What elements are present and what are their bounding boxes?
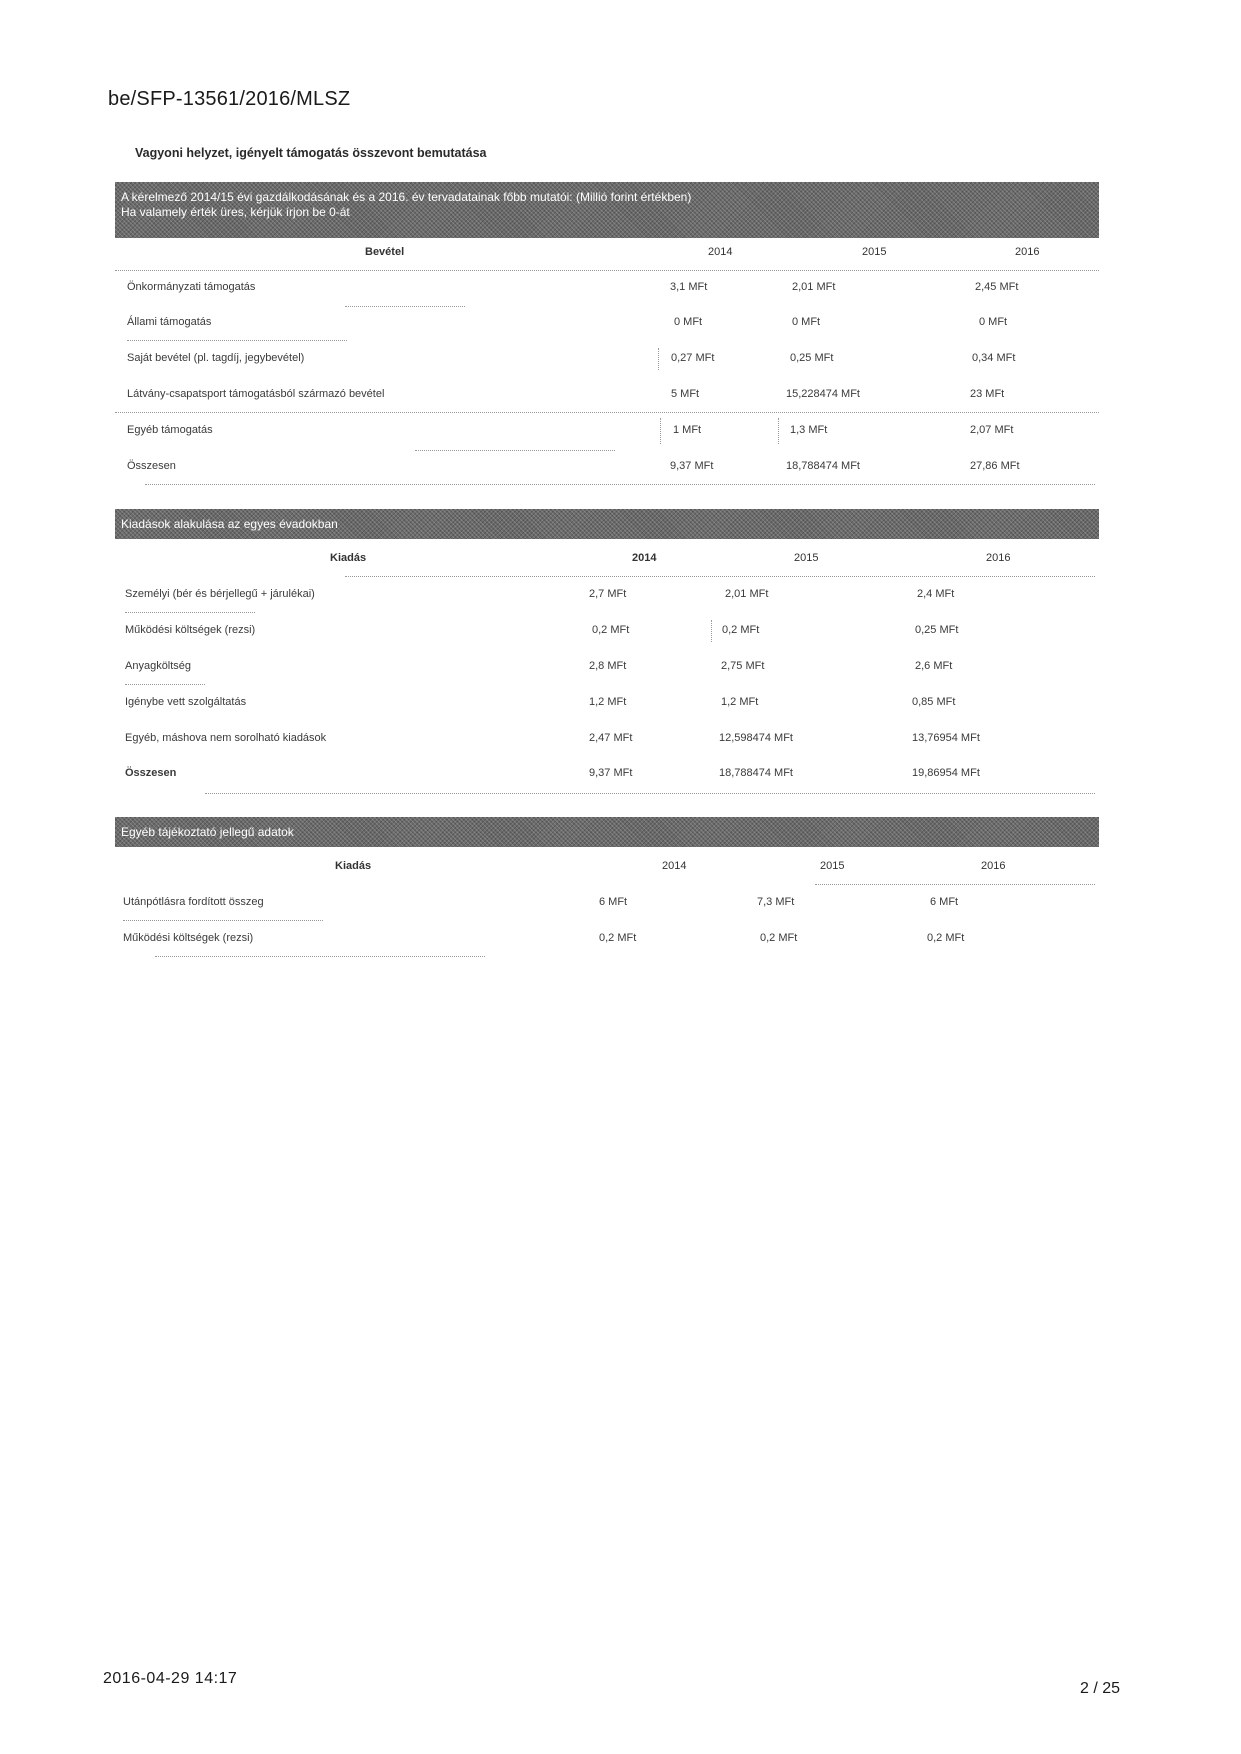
page-subtitle: Vagyoni helyzet, igényelt támogatás összevont bemutatása: [135, 146, 487, 160]
value-2015: 7,3 MFt: [757, 896, 795, 908]
value-2016: 2,45 MFt: [975, 281, 1019, 293]
column-separator: [658, 348, 659, 370]
value-2014: 5 MFt: [671, 388, 700, 400]
info-header-label: Kiadás: [335, 860, 372, 872]
table-row: [115, 281, 1099, 301]
value-2015: 12,598474 MFt: [719, 732, 793, 744]
column-separator: [711, 620, 712, 642]
table-row: [115, 767, 1099, 787]
divider: [155, 956, 485, 957]
table-row: [115, 588, 1099, 608]
value-2015: 0,2 MFt: [722, 624, 760, 636]
value-2016: 0,25 MFt: [915, 624, 959, 636]
table-row: [115, 932, 1099, 952]
expense-table-header: [115, 552, 1099, 572]
expense-header-2014: 2014: [632, 552, 657, 564]
value-2015: 2,75 MFt: [721, 660, 765, 672]
table-row: [115, 732, 1099, 752]
income-header-2015: 2015: [862, 246, 887, 258]
value-2014: 2,47 MFt: [589, 732, 633, 744]
section3-banner-title: Egyéb tájékoztató jellegű adatok: [121, 825, 294, 839]
section2-banner-title: Kiadások alakulása az egyes évadokban: [121, 517, 338, 531]
row-label: Látvány-csapatsport támogatásból származó bevétel: [127, 388, 385, 400]
value-2016: 0,2 MFt: [927, 932, 965, 944]
table-row: [115, 424, 1099, 444]
row-label: Önkormányzati támogatás: [127, 281, 256, 293]
value-2016: 6 MFt: [930, 896, 959, 908]
value-2014: 0,2 MFt: [592, 624, 630, 636]
column-separator: [660, 418, 661, 444]
divider: [415, 450, 615, 451]
info-header-2014: 2014: [662, 860, 687, 872]
table-row: [115, 896, 1099, 916]
value-2014: 0 MFt: [674, 316, 703, 328]
value-2014: 0,2 MFt: [599, 932, 637, 944]
table-row: [115, 660, 1099, 680]
value-2014: 2,8 MFt: [589, 660, 627, 672]
value-2014: 2,7 MFt: [589, 588, 627, 600]
divider: [115, 270, 1099, 271]
table-row: [115, 624, 1099, 644]
value-2015: 15,228474 MFt: [786, 388, 860, 400]
value-2014: 9,37 MFt: [670, 460, 714, 472]
value-2016: 2,4 MFt: [917, 588, 955, 600]
value-2016: 19,86954 MFt: [912, 767, 980, 779]
value-2014: 1 MFt: [673, 424, 702, 436]
value-2014: 1,2 MFt: [589, 696, 627, 708]
income-header-label: Bevétel: [365, 246, 405, 258]
value-2016: 27,86 MFt: [970, 460, 1020, 472]
value-2016: 0,34 MFt: [972, 352, 1016, 364]
row-label: Egyéb, máshova nem sorolható kiadások: [125, 732, 327, 744]
section1-banner: [115, 182, 1099, 238]
row-label: Összesen: [127, 460, 176, 472]
value-2015: 1,3 MFt: [790, 424, 828, 436]
document-id: be/SFP-13561/2016/MLSZ: [108, 88, 351, 110]
income-table-header: [115, 246, 1099, 266]
row-label: Személyi (bér és bérjellegű + járulékai): [125, 588, 315, 600]
divider: [345, 576, 1095, 577]
value-2015: 0,2 MFt: [760, 932, 798, 944]
row-label: Összesen: [125, 767, 177, 779]
value-2015: 18,788474 MFt: [786, 460, 860, 472]
value-2016: 2,6 MFt: [915, 660, 953, 672]
info-header-2015: 2015: [820, 860, 845, 872]
value-2015: 18,788474 MFt: [719, 767, 793, 779]
table-row: [115, 352, 1099, 372]
value-2016: 13,76954 MFt: [912, 732, 980, 744]
value-2015: 1,2 MFt: [721, 696, 759, 708]
table-row: [115, 460, 1099, 480]
expense-header-2015: 2015: [794, 552, 819, 564]
section3-banner: [115, 817, 1099, 847]
row-label: Igénybe vett szolgáltatás: [125, 696, 247, 708]
value-2016: 0 MFt: [979, 316, 1008, 328]
row-label: Anyagköltség: [125, 660, 192, 672]
page-number: 2 / 25: [1080, 1680, 1121, 1697]
section1-banner-note: Ha valamely érték üres, kérjük írjon be 0-át: [121, 205, 350, 219]
income-header-2016: 2016: [1015, 246, 1040, 258]
info-header-2016: 2016: [981, 860, 1006, 872]
row-label: Működési költségek (rezsi): [125, 624, 256, 636]
divider: [115, 412, 1099, 413]
divider: [123, 920, 323, 921]
table-row: [115, 388, 1099, 408]
value-2015: 0,25 MFt: [790, 352, 834, 364]
row-label: Állami támogatás: [127, 316, 212, 328]
divider: [145, 484, 1095, 485]
divider: [345, 306, 465, 307]
table-row: [115, 316, 1099, 336]
value-2014: 0,27 MFt: [671, 352, 715, 364]
value-2014: 3,1 MFt: [670, 281, 708, 293]
expense-header-2016: 2016: [986, 552, 1011, 564]
value-2016: 2,07 MFt: [970, 424, 1014, 436]
section2-banner: [115, 509, 1099, 539]
income-header-2014: 2014: [708, 246, 733, 258]
expense-header-label: Kiadás: [330, 552, 367, 564]
row-label: Egyéb támogatás: [127, 424, 213, 436]
column-separator: [778, 418, 779, 444]
value-2014: 9,37 MFt: [589, 767, 633, 779]
value-2016: 0,85 MFt: [912, 696, 956, 708]
value-2014: 6 MFt: [599, 896, 628, 908]
value-2015: 2,01 MFt: [725, 588, 769, 600]
section1-banner-title: A kérelmező 2014/15 évi gazdálkodásának és a 2016. év tervadatainak főbb mutatói: (Millió forint értékben): [121, 190, 692, 204]
print-timestamp: 2016-04-29 14:17: [103, 1670, 238, 1687]
row-label: Működési költségek (rezsi): [123, 932, 254, 944]
divider: [127, 340, 347, 341]
row-label: Utánpótlásra fordított összeg: [123, 896, 264, 908]
divider: [205, 793, 1095, 794]
divider: [125, 684, 205, 685]
value-2015: 0 MFt: [792, 316, 821, 328]
divider: [125, 612, 255, 613]
divider: [815, 884, 1095, 885]
value-2016: 23 MFt: [970, 388, 1005, 400]
table-row: [115, 696, 1099, 716]
row-label: Saját bevétel (pl. tagdíj, jegybevétel): [127, 352, 305, 364]
value-2015: 2,01 MFt: [792, 281, 836, 293]
info-table-header: [115, 860, 1099, 880]
